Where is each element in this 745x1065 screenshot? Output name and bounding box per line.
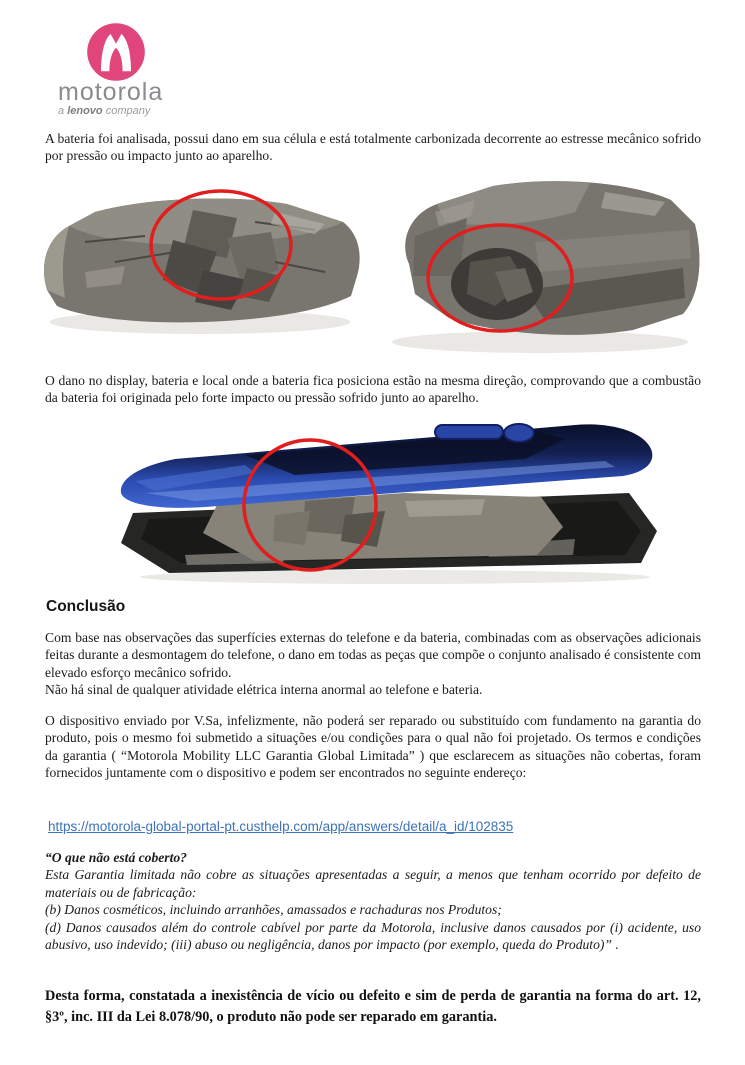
camera-pill bbox=[435, 425, 503, 439]
tagline-prefix: a bbox=[58, 105, 65, 117]
final-verdict: Desta forma, constatada a inexistência de vício ou defeito e sim de perda de garantia na forma do art. 12, §3º, inc. III da Lei 8.078/90, o produto não pode ser reparado em garantia. bbox=[45, 988, 701, 1025]
photo-burned-battery-1 bbox=[25, 172, 365, 367]
quote-heading: “O que não está coberto? bbox=[45, 850, 187, 865]
photo-burned-battery-2 bbox=[375, 172, 705, 367]
conclusion-heading: Conclusão bbox=[46, 598, 126, 615]
burned-battery-illustration-1 bbox=[25, 172, 365, 367]
photo-damaged-phone bbox=[105, 415, 665, 587]
lenovo-tagline bbox=[58, 105, 238, 117]
quote-line-b: (b) Danos cosméticos, incluindo arranhões, amassados e rachaduras nos Produtos; bbox=[45, 902, 502, 918]
burned-battery-illustration-2 bbox=[375, 172, 705, 367]
warranty-portal-link[interactable]: https://motorola-global-portal-pt.custhelp.com/app/answers/detail/a_id/102835 bbox=[48, 819, 514, 834]
tagline-suffix: company bbox=[105, 105, 151, 117]
motorola-logo bbox=[58, 22, 238, 117]
paragraph-warranty-denial: O dispositivo enviado por V.Sa, infelizmente, não poderá ser reparado ou substituído com fundamento na garantia do produto, pois o mesmo foi submetido a situações e/ou condições para o qual não foi projetado. Os termos e condições da garantia ( “Motorola Mobility LLC Garantia Global Limitada” ) que esclarecem as situações não cobertas, foram fornecidos juntamente com o dispositivo e podem ser encontrados no seguinte endereço: bbox=[45, 713, 701, 780]
paragraph-display-damage: O dano no display, bateria e local onde a bateria fica posiciona estão na mesma direção, comprovando que a combustão da bateria foi originada pelo forte impacto ou pressão sofrido junto ao aparelho. bbox=[45, 373, 701, 406]
tagline-lenovo: lenovo bbox=[67, 105, 103, 117]
damaged-phone-illustration bbox=[105, 415, 665, 587]
paragraph-no-electrical-activity: Não há sinal de qualquer atividade elétrica interna anormal ao telefone e bateria. bbox=[45, 682, 483, 697]
camera-lens bbox=[504, 424, 534, 442]
paragraph-battery-analysis: A bateria foi analisada, possui dano em sua célula e está totalmente carbonizada decorrente ao estresse mecânico sofrido por pressão ou impacto junto ao aparelho. bbox=[45, 131, 701, 164]
warranty-link-line bbox=[48, 818, 513, 835]
paragraph-conclusion-observations: Com base nas observações das superfícies externas do telefone e da bateria, combinadas com as observações adicionais feitas durante a desmontagem do telefone, o dano em todas as peças que compõe o conjunto analisado é consistente com elevado esforço mecânico sofrido. bbox=[45, 630, 701, 680]
motorola-batwing-icon bbox=[86, 22, 146, 82]
quote-line-intro: Esta Garantia limitada não cobre as situações apresentadas a seguir, a menos que tenham ocorrido por defeito de materiais ou de fabricação: bbox=[45, 867, 701, 900]
motorola-wordmark: motorola bbox=[58, 78, 164, 106]
warranty-quote-block bbox=[45, 849, 701, 953]
quote-line-d: (d) Danos causados além do controle cabível por parte da Motorola, inclusive danos causados por (i) acidente, uso abusivo, uso indevido; (iii) abuso ou negligência, danos por impacto (por exemplo, queda do Produto)” . bbox=[45, 919, 701, 953]
